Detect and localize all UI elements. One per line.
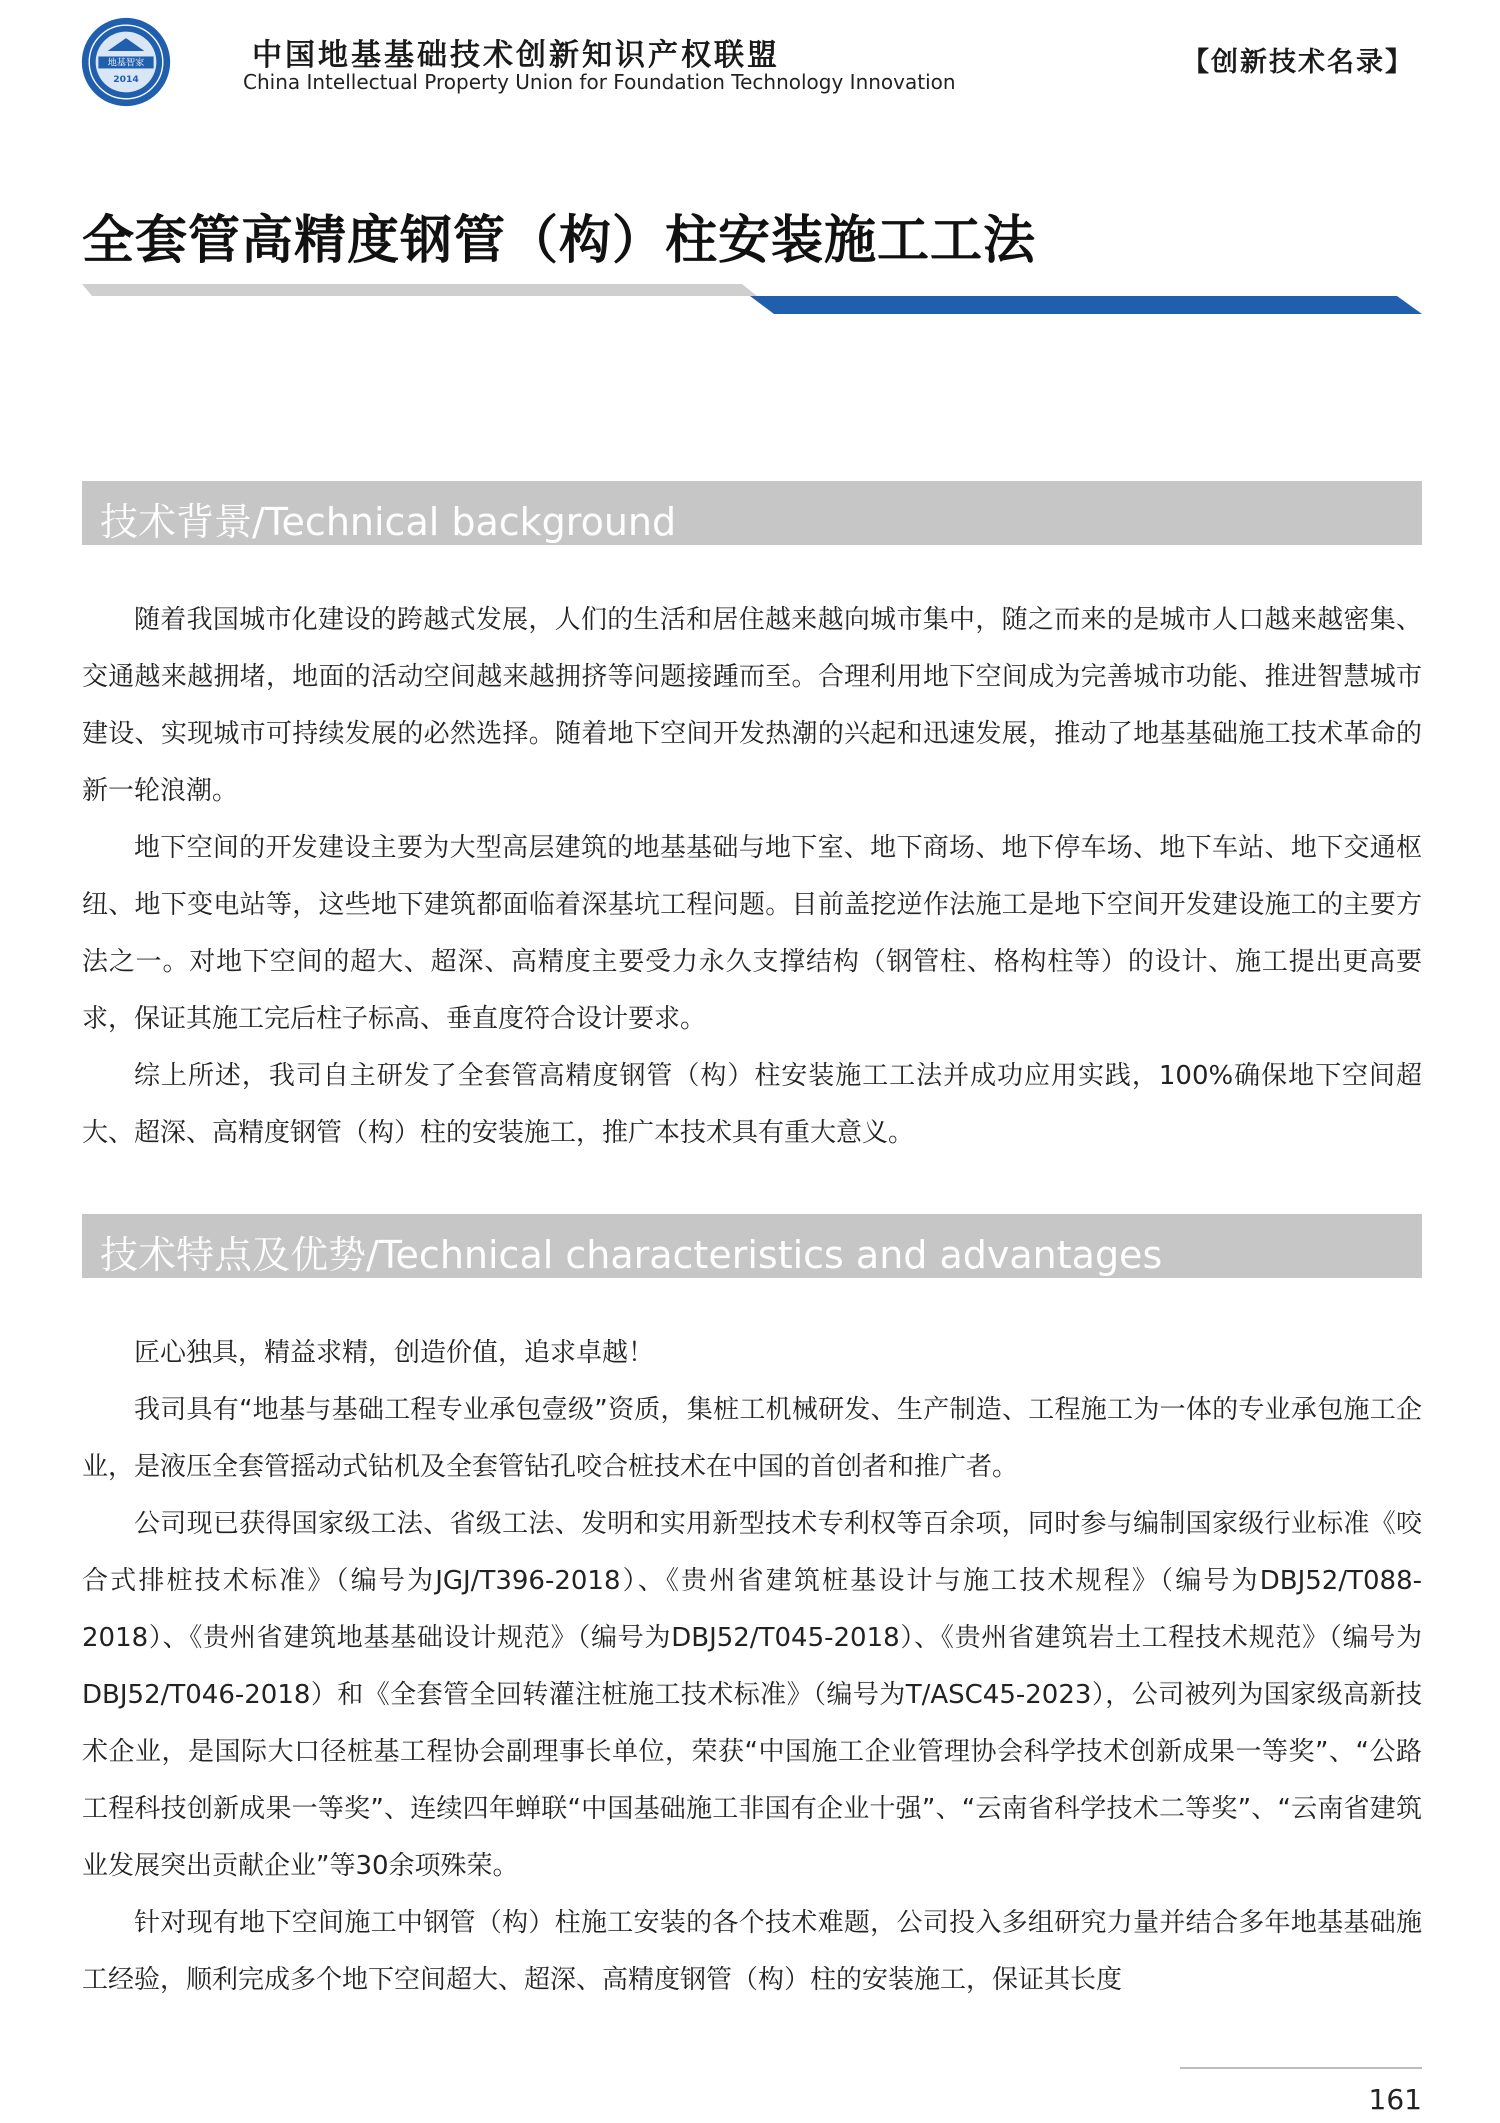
paragraph: 综上所述，我司自主研发了全套管高精度钢管（构）柱安装施工工法并成功应用实践，100%确保地下空间超大、超深、高精度钢管（构）柱的安装施工，推广本技术具有重大意义。 (82, 1061, 1422, 1148)
page-number: 161 (1368, 2083, 1422, 2116)
paragraph: 匠心独具，精益求精，创造价值，追求卓越！ (134, 1338, 655, 1368)
paragraph: 公司现已获得国家级工法、省级工法、发明和实用新型技术专利权等百余项，同时参与编制国家级行业标准《咬合式排桩技术标准》（编号为JGJ/T396-2018）、《贵州省建筑桩基设计与施工技术规程》（编号为DBJ52/T088-2018）、《贵州省建筑地基基础设计规范》（编号为DBJ52/T045-2018）、《贵州省建筑岩土工程技术规范》（编号为DBJ52/T046-2018）和《全套管全回转灌注桩施工技术标准》（编号为T/ASC45-2023），公司被列为国家级高新技术企业，是国际大口径桩基工程协会副理事长单位，荣获“中国施工企业管理协会科学技术创新成果一等奖”、“公路工程科技创新成果一等奖”、连续四年蝉联“中国基础施工非国有企业十强”、“云南省科学技术二等奖”、“云南省建筑业发展突出贡献企业”等30余项殊荣。 (82, 1509, 1422, 1881)
section-heading-advantages (82, 1214, 1422, 1278)
page-title: 全套管高精度钢管（构）柱安装施工工法 (82, 211, 1037, 271)
section-heading-text: 技术特点及优势/Technical characteristics and advantages (100, 1233, 1163, 1277)
union-seal-icon (80, 16, 172, 108)
paragraph: 随着我国城市化建设的跨越式发展，人们的生活和居住越来越向城市集中，随之而来的是城市人口越来越密集、交通越来越拥堵，地面的活动空间越来越拥挤等问题接踵而至。合理利用地下空间成为完善城市功能、推进智慧城市建设、实现城市可持续发展的必然选择。随着地下空间开发热潮的兴起和迅速发展，推动了地基基础施工技术革命的新一轮浪潮。 (82, 605, 1422, 806)
org-name-cn: 中国地基基础技术创新知识产权联盟 (252, 38, 780, 73)
category-tag: 【创新技术名录】 (1182, 47, 1414, 78)
page-header (0, 0, 1500, 110)
paragraph: 针对现有地下空间施工中钢管（构）柱施工安装的各个技术难题，公司投入多组研究力量并结合多年地基基础施工经验，顺利完成多个地下空间超大、超深、高精度钢管（构）柱的安装施工，保证其长度 (82, 1908, 1422, 1995)
section-heading-text: 技术背景/Technical background (100, 500, 677, 544)
section-heading-background (82, 481, 1422, 545)
svg-text:地基智家: 地基智家 (107, 57, 145, 69)
section-body-background (82, 592, 1422, 1162)
paragraph: 我司具有“地基与基础工程专业承包壹级”资质，集桩工机械研发、生产制造、工程施工为一体的专业承包施工企业，是液压全套管摇动式钻机及全套管钻孔咬合桩技术在中国的首创者和推广者。 (82, 1395, 1422, 1482)
title-divider (82, 282, 1422, 316)
org-name-en: China Intellectual Property Union for Foundation Technology Innovation (243, 70, 956, 94)
svg-text:2014: 2014 (113, 74, 139, 86)
section-body-advantages (82, 1325, 1422, 2009)
footer-divider (1180, 2067, 1422, 2069)
paragraph: 地下空间的开发建设主要为大型高层建筑的地基基础与地下室、地下商场、地下停车场、地下车站、地下交通枢纽、地下变电站等，这些地下建筑都面临着深基坑工程问题。目前盖挖逆作法施工是地下空间开发建设施工的主要方法之一。对地下空间的超大、超深、高精度主要受力永久支撑结构（钢管柱、格构柱等）的设计、施工提出更高要求，保证其施工完后柱子标高、垂直度符合设计要求。 (82, 833, 1422, 1034)
